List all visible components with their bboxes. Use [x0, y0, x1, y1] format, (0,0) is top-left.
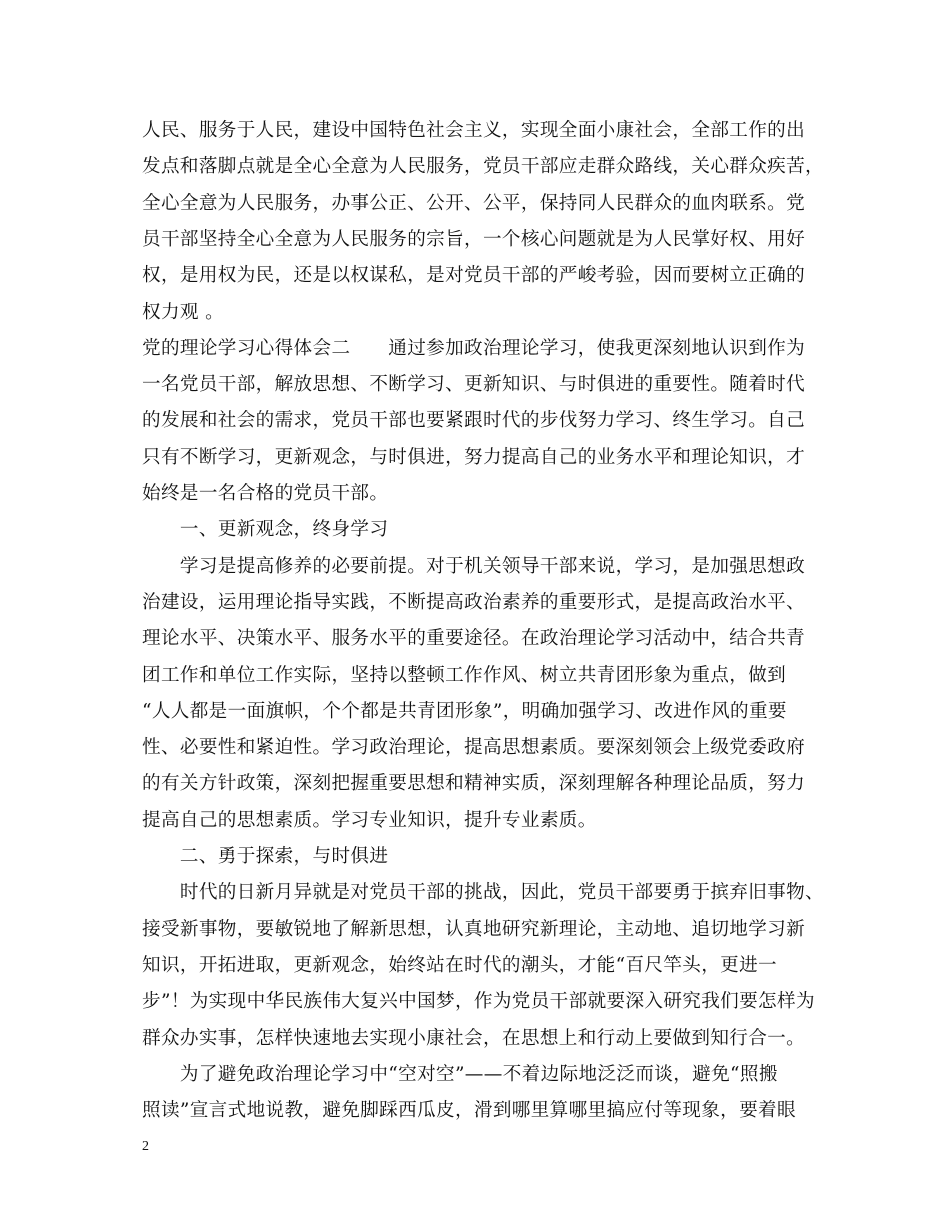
text-line: 时代的日新月异就是对党员干部的挑战，因此，党员干部要勇于摈弃旧事物、: [142, 882, 824, 904]
text-line: 权，是用权为民，还是以权谋私，是对党员干部的严峻考验，因而要树立正确的: [142, 265, 806, 287]
text-line: 团工作和单位工作实际，坚持以整顿工作作风、树立共青团形象为重点，做到: [142, 664, 787, 686]
text-line: 的发展和社会的需求，党员干部也要紧跟时代的步伐努力学习、终生学习。自己: [142, 410, 806, 432]
text-line: 学习是提高修养的必要前提。对于机关领导干部来说，学习，是加强思想政: [142, 555, 806, 577]
text-line: 一名党员干部，解放思想、不断学习、更新知识、与时俱进的重要性。随着时代: [142, 374, 806, 396]
text-line: 员干部坚持全心全意为人民服务的宗旨，一个核心问题就是为人民掌好权、用好: [142, 228, 806, 250]
text-line: “人人都是一面旗帜，个个都是共青团形象”，明确加强学习、改进作风的重要: [142, 700, 787, 722]
text-line: 全心全意为人民服务，办事公正、公开、公平，保持同人民群众的血肉联系。党: [142, 192, 806, 214]
text-line: 治建设，运用理论指导实践，不断提高政治素养的重要形式，是提高政治水平、: [142, 591, 806, 613]
text-line: 人民、服务于人民，建设中国特色社会主义，实现全面小康社会，全部工作的出: [142, 120, 806, 141]
page-number: 2: [142, 1139, 149, 1154]
text-line: 为了避免政治理论学习中“空对空”——不着边际地泛泛而谈，避免“照搬: [142, 1063, 778, 1085]
text-line: 的有关方针政策，深刻把握重要思想和精神实质，深刻理解各种理论品质，努力: [142, 773, 806, 795]
text-line: 发点和落脚点就是全心全意为人民服务，党员干部应走群众路线，关心群众疾苦，: [142, 156, 824, 178]
text-line: 理论水平、决策水平、服务水平的重要途径。在政治理论学习活动中，结合共青: [142, 628, 806, 650]
text-line: 性、必要性和紧迫性。学习政治理论，提高思想素质。要深刻领会上级党委政府: [142, 737, 806, 759]
text-line: 群众办实事，怎样快速地去实现小康社会，在思想上和行动上要做到知行合一。: [142, 1027, 806, 1049]
text-line: 权力观 。: [142, 301, 225, 323]
text-line: 二、勇于探索，与时俱进: [142, 846, 389, 867]
text-line: 一、更新观念，终身学习: [142, 519, 389, 541]
text-line: 接受新事物，要敏锐地了解新思想，认真地研究新理论，主动地、追切地学习新: [142, 918, 806, 940]
text-line: 照读”宣言式地说教，避免脚踩西瓜皮，滑到哪里算哪里搞应付等现象，要着眼: [142, 1100, 796, 1122]
text-line: 知识，开拓进取，更新观念，始终站在时代的潮头，才能“百尺竿头，更进一: [142, 954, 778, 976]
text-line: 始终是一名合格的党员干部。: [142, 483, 389, 504]
text-line: 步”！为实现中华民族伟大复兴中国梦，作为党员干部就要深入研究我们要怎样为: [142, 991, 815, 1013]
text-line: 只有不断学习，更新观念，与时俱进，努力提高自己的业务水平和理论知识，才: [142, 446, 806, 468]
text-line: 党的理论学习心得体会二 通过参加政治理论学习，使我更深刻地认识到作为: [142, 337, 806, 359]
text-line: 提高自己的思想素质。学习专业知识，提升专业素质。: [142, 809, 597, 831]
